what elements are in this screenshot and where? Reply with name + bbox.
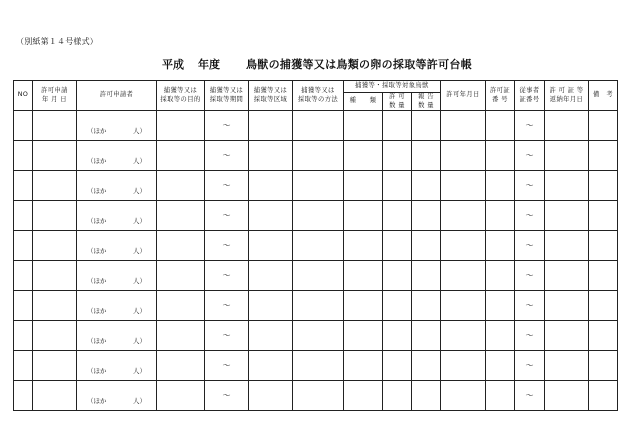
ledger-cell[interactable] — [249, 141, 293, 171]
others-count — [87, 337, 146, 346]
applicant-cell[interactable] — [77, 231, 157, 261]
header-worker-cert-line2: 証番号 — [519, 95, 540, 103]
ledger-cell[interactable] — [412, 141, 441, 171]
ledger-cell[interactable] — [412, 171, 441, 201]
ledger-cell[interactable] — [383, 291, 412, 321]
ledger-cell[interactable] — [14, 381, 33, 411]
ledger-cell[interactable] — [545, 321, 589, 351]
ledger-cell[interactable] — [545, 201, 589, 231]
ledger-cell[interactable] — [33, 111, 77, 141]
ledger-cell[interactable] — [589, 171, 618, 201]
ledger-cell[interactable] — [344, 111, 383, 141]
ledger-cell[interactable] — [293, 111, 344, 141]
ledger-cell[interactable] — [249, 351, 293, 381]
ledger-cell[interactable] — [383, 141, 412, 171]
range-mark: 〜 — [222, 331, 231, 340]
range-mark: 〜 — [222, 211, 231, 220]
header-period — [205, 81, 249, 111]
others-close-label: 人） — [133, 277, 146, 286]
header-application-date-line2: 年 月 日 — [42, 95, 67, 103]
header-method — [293, 81, 344, 111]
header-permitted-quantity-line1: 許 可 — [389, 93, 405, 100]
ledger-cell[interactable] — [383, 171, 412, 201]
period-cell[interactable] — [205, 291, 249, 321]
header-area-line1: 捕獲等又は — [253, 87, 288, 94]
ledger-cell[interactable] — [344, 351, 383, 381]
ledger-cell[interactable] — [293, 201, 344, 231]
applicant-cell[interactable] — [77, 141, 157, 171]
header-application-date — [33, 81, 77, 111]
ledger-cell[interactable] — [486, 351, 515, 381]
ledger-cell[interactable] — [383, 321, 412, 351]
others-count — [87, 397, 146, 406]
ledger-title — [0, 56, 630, 70]
ledger-cell[interactable] — [412, 291, 441, 321]
others-count — [87, 217, 146, 226]
ledger-cell[interactable] — [293, 321, 344, 351]
others-close-label: 人） — [133, 337, 146, 346]
ledger-cell[interactable] — [344, 381, 383, 411]
ledger-cell[interactable] — [441, 261, 486, 291]
range-mark: 〜 — [222, 271, 231, 280]
header-permitted-quantity — [383, 93, 412, 111]
range-mark: 〜 — [525, 331, 534, 340]
ledger-cell[interactable] — [589, 201, 618, 231]
ledger-cell[interactable] — [157, 321, 205, 351]
others-close-label: 人） — [133, 397, 146, 406]
range-mark: 〜 — [525, 391, 534, 400]
ledger-cell[interactable] — [589, 231, 618, 261]
period-cell[interactable] — [205, 381, 249, 411]
ledger-cell[interactable] — [486, 231, 515, 261]
ledger-cell[interactable] — [157, 261, 205, 291]
others-close-label: 人） — [133, 307, 146, 316]
ledger-cell[interactable] — [383, 351, 412, 381]
header-area — [249, 81, 293, 111]
others-open-label: （ほか — [87, 277, 107, 286]
ledger-cell[interactable] — [33, 231, 77, 261]
ledger-cell[interactable] — [383, 381, 412, 411]
range-mark: 〜 — [222, 151, 231, 160]
ledger-cell[interactable] — [14, 171, 33, 201]
applicant-cell[interactable] — [77, 351, 157, 381]
header-permit-number — [486, 81, 515, 111]
header-purpose-line2: 採取等の目的 — [160, 95, 201, 103]
header-permit-number-line1: 許可証 — [489, 87, 511, 94]
header-return-date-line2: 返納年月日 — [549, 95, 584, 103]
ledger-cell[interactable] — [545, 111, 589, 141]
applicant-cell[interactable] — [77, 111, 157, 141]
applicant-cell[interactable] — [77, 381, 157, 411]
ledger-cell[interactable] — [441, 201, 486, 231]
ledger-cell[interactable] — [589, 351, 618, 381]
header-remarks: 備 考 — [589, 81, 618, 111]
ledger-cell[interactable] — [344, 261, 383, 291]
ledger-cell[interactable] — [545, 261, 589, 291]
worker-cert-cell[interactable] — [515, 141, 545, 171]
others-count — [87, 307, 146, 316]
header-reported-quantity-line2: 数 量 — [418, 101, 434, 109]
ledger-cell[interactable] — [157, 141, 205, 171]
others-count — [87, 247, 146, 256]
others-open-label: （ほか — [87, 337, 107, 346]
header-reported-quantity-line1: 報 告 — [418, 93, 434, 100]
ledger-cell[interactable] — [293, 231, 344, 261]
table-row — [14, 381, 618, 411]
ledger-cell[interactable] — [441, 321, 486, 351]
ledger-cell[interactable] — [383, 231, 412, 261]
worker-cert-cell[interactable] — [515, 111, 545, 141]
permit-ledger-table — [13, 80, 618, 411]
header-method-line1: 捕獲等又は — [301, 87, 335, 94]
applicant-cell[interactable] — [77, 321, 157, 351]
form-number: （別紙第１４号様式） — [16, 37, 98, 46]
ledger-cell[interactable] — [33, 291, 77, 321]
range-mark: 〜 — [525, 181, 534, 190]
ledger-cell[interactable] — [589, 261, 618, 291]
range-mark: 〜 — [222, 241, 231, 250]
header-no: NO — [14, 81, 33, 111]
header-permit-date: 許可年月日 — [441, 81, 486, 111]
ledger-cell[interactable] — [486, 201, 515, 231]
ledger-cell[interactable] — [249, 321, 293, 351]
ledger-cell[interactable] — [589, 381, 618, 411]
table-row — [14, 231, 618, 261]
range-mark: 〜 — [525, 121, 534, 130]
ledger-cell[interactable] — [14, 291, 33, 321]
header-worker-cert-number — [515, 81, 545, 111]
ledger-cell[interactable] — [157, 171, 205, 201]
header-worker-cert-line1: 従事者 — [519, 87, 540, 94]
others-close-label: 人） — [133, 187, 146, 196]
others-close-label: 人） — [133, 157, 146, 166]
ledger-cell[interactable] — [157, 291, 205, 321]
applicant-cell[interactable] — [77, 171, 157, 201]
others-count — [87, 127, 146, 136]
ledger-cell[interactable] — [486, 261, 515, 291]
header-method-line2: 採取等の方法 — [297, 95, 339, 103]
ledger-cell[interactable] — [589, 291, 618, 321]
others-count — [87, 157, 146, 166]
ledger-cell[interactable] — [344, 201, 383, 231]
others-close-label: 人） — [133, 247, 146, 256]
range-mark: 〜 — [525, 241, 534, 250]
applicant-cell[interactable] — [77, 261, 157, 291]
header-return-date-line1: 許 可 証 等 — [549, 87, 584, 94]
worker-cert-cell[interactable] — [515, 231, 545, 261]
header-permit-number-line2: 番 号 — [492, 95, 508, 103]
period-cell[interactable] — [205, 171, 249, 201]
ledger-cell[interactable] — [545, 231, 589, 261]
header-applicant: 許可申請者 — [77, 81, 157, 111]
table-row — [14, 351, 618, 381]
ledger-cell[interactable] — [344, 141, 383, 171]
ledger-cell[interactable] — [486, 291, 515, 321]
range-mark: 〜 — [222, 121, 231, 130]
period-cell[interactable] — [205, 141, 249, 171]
others-count — [87, 187, 146, 196]
ledger-cell[interactable] — [545, 381, 589, 411]
ledger-cell[interactable] — [412, 381, 441, 411]
ledger-cell[interactable] — [249, 291, 293, 321]
ledger-cell[interactable] — [486, 381, 515, 411]
ledger-cell[interactable] — [412, 231, 441, 261]
ledger-cell[interactable] — [14, 261, 33, 291]
header-period-line1: 捕獲等又は — [209, 87, 244, 94]
ledger-cell[interactable] — [157, 231, 205, 261]
range-mark: 〜 — [525, 301, 534, 310]
others-open-label: （ほか — [87, 367, 107, 376]
others-open-label: （ほか — [87, 397, 107, 406]
table-row — [14, 171, 618, 201]
header-permitted-quantity-line2: 数 量 — [389, 101, 405, 109]
ledger-cell[interactable] — [412, 111, 441, 141]
ledger-cell[interactable] — [14, 201, 33, 231]
header-area-line2: 採取等区域 — [253, 95, 288, 103]
period-cell[interactable] — [205, 111, 249, 141]
ledger-cell[interactable] — [157, 111, 205, 141]
others-close-label: 人） — [133, 127, 146, 136]
ledger-cell[interactable] — [486, 171, 515, 201]
ledger-cell[interactable] — [441, 291, 486, 321]
ledger-cell[interactable] — [589, 321, 618, 351]
header-species: 種 類 — [344, 93, 383, 111]
ledger-cell[interactable] — [412, 351, 441, 381]
ledger-body — [14, 111, 618, 411]
range-mark: 〜 — [222, 181, 231, 190]
ledger-cell[interactable] — [412, 201, 441, 231]
others-close-label: 人） — [133, 367, 146, 376]
worker-cert-cell[interactable] — [515, 321, 545, 351]
worker-cert-cell[interactable] — [515, 171, 545, 201]
ledger-cell[interactable] — [157, 201, 205, 231]
period-cell[interactable] — [205, 321, 249, 351]
applicant-cell[interactable] — [77, 201, 157, 231]
ledger-cell[interactable] — [249, 231, 293, 261]
others-open-label: （ほか — [87, 157, 107, 166]
period-cell[interactable] — [205, 201, 249, 231]
ledger-cell[interactable] — [589, 111, 618, 141]
ledger-cell[interactable] — [344, 171, 383, 201]
others-count — [87, 367, 146, 376]
ledger-cell[interactable] — [293, 381, 344, 411]
period-cell[interactable] — [205, 231, 249, 261]
ledger-cell[interactable] — [545, 171, 589, 201]
worker-cert-cell[interactable] — [515, 291, 545, 321]
ledger-cell[interactable] — [441, 351, 486, 381]
ledger-cell[interactable] — [249, 111, 293, 141]
table-row — [14, 201, 618, 231]
title-main: 鳥獣の捕獲等又は鳥類の卵の採取等許可台帳 — [246, 58, 472, 71]
table-row — [14, 141, 618, 171]
ledger-cell[interactable] — [14, 231, 33, 261]
ledger-cell[interactable] — [14, 111, 33, 141]
header-purpose-line1: 捕獲等又は — [163, 87, 198, 94]
ledger-cell[interactable] — [486, 141, 515, 171]
header-purpose — [157, 81, 205, 111]
period-cell[interactable] — [205, 351, 249, 381]
ledger-cell[interactable] — [249, 171, 293, 201]
ledger-cell[interactable] — [441, 111, 486, 141]
ledger-cell[interactable] — [33, 201, 77, 231]
ledger-cell[interactable] — [589, 141, 618, 171]
header-period-line2: 採取等期間 — [209, 95, 244, 103]
worker-cert-cell[interactable] — [515, 351, 545, 381]
range-mark: 〜 — [222, 391, 231, 400]
ledger-cell[interactable] — [545, 291, 589, 321]
ledger-cell[interactable] — [441, 231, 486, 261]
ledger-cell[interactable] — [33, 321, 77, 351]
ledger-cell[interactable] — [344, 231, 383, 261]
ledger-cell[interactable] — [383, 111, 412, 141]
ledger-cell[interactable] — [545, 351, 589, 381]
table-row — [14, 291, 618, 321]
worker-cert-cell[interactable] — [515, 201, 545, 231]
title-fiscal-year: 年度 — [198, 58, 220, 71]
ledger-cell[interactable] — [441, 141, 486, 171]
ledger-cell[interactable] — [412, 321, 441, 351]
ledger-cell[interactable] — [344, 321, 383, 351]
range-mark: 〜 — [525, 211, 534, 220]
ledger-cell[interactable] — [412, 261, 441, 291]
ledger-cell[interactable] — [293, 291, 344, 321]
ledger-cell[interactable] — [486, 321, 515, 351]
ledger-cell[interactable] — [293, 141, 344, 171]
ledger-cell[interactable] — [344, 291, 383, 321]
ledger-cell[interactable] — [33, 261, 77, 291]
ledger-cell[interactable] — [14, 321, 33, 351]
ledger-cell[interactable] — [383, 201, 412, 231]
ledger-cell[interactable] — [249, 261, 293, 291]
worker-cert-cell[interactable] — [515, 261, 545, 291]
ledger-cell[interactable] — [14, 351, 33, 381]
ledger-cell[interactable] — [33, 171, 77, 201]
ledger-cell[interactable] — [486, 111, 515, 141]
worker-cert-cell[interactable] — [515, 381, 545, 411]
table-row — [14, 261, 618, 291]
ledger-cell[interactable] — [157, 351, 205, 381]
others-count — [87, 277, 146, 286]
table-row — [14, 111, 618, 141]
range-mark: 〜 — [222, 361, 231, 370]
header-reported-quantity — [412, 93, 441, 111]
range-mark: 〜 — [525, 151, 534, 160]
ledger-cell[interactable] — [383, 261, 412, 291]
range-mark: 〜 — [525, 361, 534, 370]
ledger-cell[interactable] — [33, 351, 77, 381]
table-row — [14, 321, 618, 351]
header-target-group: 捕獲等・採取等対象鳥獣 — [344, 81, 441, 93]
others-open-label: （ほか — [87, 127, 107, 136]
header-application-date-line1: 許可申請 — [41, 87, 68, 94]
ledger-cell[interactable] — [249, 201, 293, 231]
others-open-label: （ほか — [87, 187, 107, 196]
ledger-cell[interactable] — [441, 381, 486, 411]
ledger-cell[interactable] — [293, 261, 344, 291]
ledger-cell[interactable] — [545, 141, 589, 171]
others-open-label: （ほか — [87, 307, 107, 316]
others-close-label: 人） — [133, 217, 146, 226]
others-open-label: （ほか — [87, 217, 107, 226]
period-cell[interactable] — [205, 261, 249, 291]
ledger-cell[interactable] — [293, 351, 344, 381]
header-return-date — [545, 81, 589, 111]
ledger-cell[interactable] — [157, 381, 205, 411]
title-era: 平成 — [162, 58, 184, 71]
ledger-cell[interactable] — [33, 381, 77, 411]
range-mark: 〜 — [525, 271, 534, 280]
ledger-cell[interactable] — [441, 171, 486, 201]
ledger-cell[interactable] — [293, 171, 344, 201]
ledger-cell[interactable] — [14, 141, 33, 171]
ledger-cell[interactable] — [249, 381, 293, 411]
range-mark: 〜 — [222, 301, 231, 310]
ledger-cell[interactable] — [33, 141, 77, 171]
others-open-label: （ほか — [87, 247, 107, 256]
applicant-cell[interactable] — [77, 291, 157, 321]
